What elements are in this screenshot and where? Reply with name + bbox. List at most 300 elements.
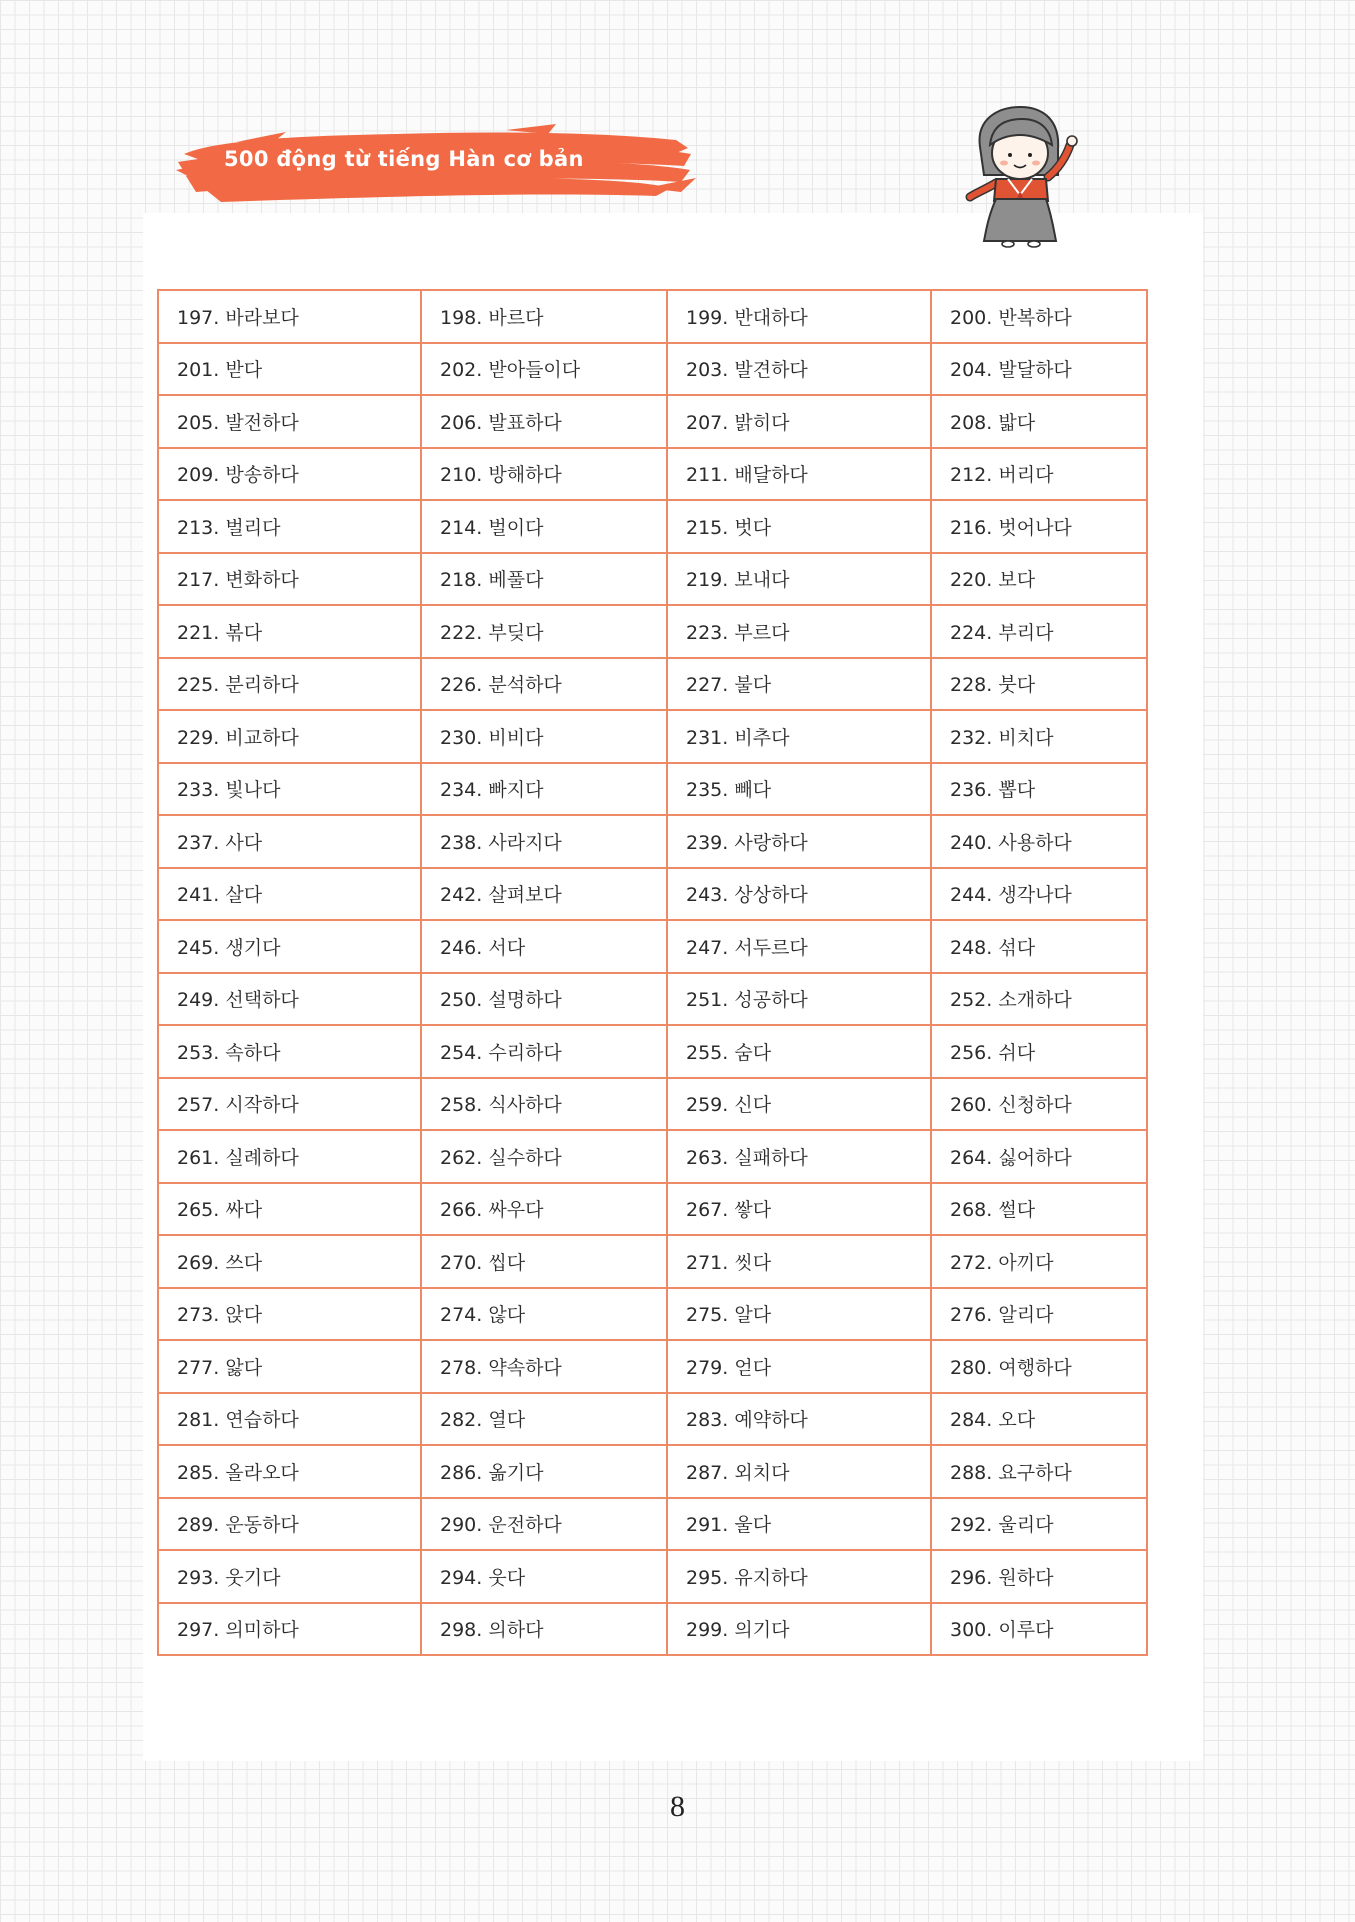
verb-word: 서두르다 [734,936,808,959]
verb-number: 257. [177,1094,220,1117]
verb-number: 220. [950,569,993,592]
verb-cell [158,1550,421,1603]
verb-cell [158,1183,421,1236]
verb-cell [158,290,421,343]
table-row [158,448,1147,501]
verb-word: 예약하다 [734,1409,808,1432]
verb-number: 252. [950,989,993,1012]
verb-number: 201. [177,359,220,382]
verb-number: 258. [440,1094,483,1117]
verb-number: 210. [440,464,483,487]
verb-number: 275. [686,1304,729,1327]
verb-number: 264. [950,1146,993,1169]
verb-number: 248. [950,936,993,959]
verb-word: 사라지다 [488,831,562,854]
verb-word: 불다 [734,674,772,697]
verb-cell [421,1183,667,1236]
verb-word: 사용하다 [998,831,1072,854]
verb-cell [931,500,1147,553]
verb-cell [158,763,421,816]
verb-word: 사다 [225,831,263,854]
verb-word: 옮기다 [488,1461,544,1484]
verb-cell [421,868,667,921]
verb-number: 277. [177,1356,220,1379]
verb-number: 299. [686,1619,729,1642]
verb-number: 205. [177,411,220,434]
verb-word: 볶다 [225,621,263,644]
verb-number: 221. [177,621,220,644]
verb-cell [931,1288,1147,1341]
verb-number: 236. [950,779,993,802]
verb-cell [421,605,667,658]
verb-number: 235. [686,779,729,802]
verb-number: 273. [177,1304,220,1327]
verb-cell [667,1445,931,1498]
table-row [158,868,1147,921]
verb-number: 255. [686,1041,729,1064]
verb-number: 259. [686,1094,729,1117]
verb-word: 받아들이다 [488,359,581,382]
verb-number: 213. [177,516,220,539]
verb-word: 싫어하다 [998,1146,1072,1169]
verb-number: 207. [686,411,729,434]
verb-word: 씹다 [488,1251,526,1274]
table-row [158,1393,1147,1446]
verb-number: 225. [177,674,220,697]
table-row [158,1183,1147,1236]
verb-cell [931,1603,1147,1656]
verb-cell [158,1340,421,1393]
verb-number: 253. [177,1041,220,1064]
verb-cell [421,1393,667,1446]
verb-cell [421,763,667,816]
verb-number: 295. [686,1566,729,1589]
verb-number: 263. [686,1146,729,1169]
verb-word: 버리다 [998,464,1054,487]
verb-word: 얻다 [734,1356,772,1379]
verb-number: 265. [177,1199,220,1222]
table-row [158,343,1147,396]
verb-number: 247. [686,936,729,959]
verb-cell [421,1340,667,1393]
table-row [158,290,1147,343]
verb-word: 알리다 [998,1304,1054,1327]
verb-cell [931,920,1147,973]
verb-word: 이루다 [998,1619,1054,1642]
verb-word: 싸우다 [488,1199,544,1222]
verb-number: 219. [686,569,729,592]
verb-word: 발전하다 [225,411,299,434]
verb-number: 197. [177,306,220,329]
verb-number: 285. [177,1461,220,1484]
verb-cell [667,658,931,711]
verb-word: 반대하다 [734,306,808,329]
verb-word: 의기다 [734,1619,790,1642]
verb-number: 244. [950,884,993,907]
verb-word: 벌이다 [488,516,544,539]
verb-word: 싸다 [225,1199,263,1222]
table-row [158,1025,1147,1078]
verb-number: 214. [440,516,483,539]
verb-word: 씻다 [734,1251,772,1274]
verb-word: 시작하다 [225,1094,299,1117]
verb-cell [931,1445,1147,1498]
verb-cell [931,605,1147,658]
verb-word: 신다 [734,1094,772,1117]
verb-cell [667,1550,931,1603]
verb-cell [931,1393,1147,1446]
verb-number: 283. [686,1409,729,1432]
verb-table [157,289,1148,1656]
verb-word: 부딪다 [488,621,544,644]
verb-word: 여행하다 [998,1356,1072,1379]
table-row [158,395,1147,448]
table-row [158,1340,1147,1393]
verb-word: 발달하다 [998,359,1072,382]
verb-number: 272. [950,1251,993,1274]
verb-number: 294. [440,1566,483,1589]
verb-cell [667,500,931,553]
verb-word: 설명하다 [488,989,562,1012]
verb-number: 200. [950,306,993,329]
verb-cell [421,1445,667,1498]
verb-word: 요구하다 [998,1461,1072,1484]
verb-number: 289. [177,1514,220,1537]
verb-word: 의하다 [488,1619,544,1642]
mascot-illustration [962,105,1087,250]
verb-cell [667,763,931,816]
table-row [158,1445,1147,1498]
verb-number: 227. [686,674,729,697]
verb-word: 썰다 [998,1199,1036,1222]
verb-cell [158,1498,421,1551]
verb-word: 벗어나다 [998,516,1072,539]
verb-number: 269. [177,1251,220,1274]
table-row [158,605,1147,658]
verb-word: 비치다 [998,726,1054,749]
verb-cell [667,343,931,396]
verb-word: 원하다 [998,1566,1054,1589]
table-row [158,1130,1147,1183]
verb-cell [421,1550,667,1603]
verb-word: 빼다 [734,779,772,802]
verb-number: 237. [177,831,220,854]
verb-cell [667,815,931,868]
verb-word: 변화하다 [225,569,299,592]
verb-word: 벗다 [734,516,772,539]
verb-word: 운전하다 [488,1514,562,1537]
verb-word: 숨다 [734,1041,772,1064]
verb-number: 297. [177,1619,220,1642]
table-row [158,1498,1147,1551]
verb-cell [931,1130,1147,1183]
verb-word: 방해하다 [488,464,562,487]
verb-cell [158,973,421,1026]
table-row [158,500,1147,553]
verb-word: 웃다 [488,1566,526,1589]
verb-number: 293. [177,1566,220,1589]
verb-cell [667,710,931,763]
verb-word: 바르다 [488,306,544,329]
verb-cell [667,605,931,658]
verb-cell [158,710,421,763]
verb-word: 방송하다 [225,464,299,487]
verb-number: 203. [686,359,729,382]
verb-number: 228. [950,674,993,697]
verb-cell [421,1603,667,1656]
table-row [158,710,1147,763]
verb-number: 291. [686,1514,729,1537]
verb-number: 231. [686,726,729,749]
verb-number: 224. [950,621,993,644]
verb-cell [667,1288,931,1341]
verb-number: 215. [686,516,729,539]
verb-word: 비추다 [734,726,790,749]
verb-number: 266. [440,1199,483,1222]
verb-number: 251. [686,989,729,1012]
verb-number: 229. [177,726,220,749]
verb-cell [421,658,667,711]
verb-number: 223. [686,621,729,644]
verb-cell [421,973,667,1026]
verb-word: 부르다 [734,621,790,644]
verb-word: 앓다 [225,1356,263,1379]
verb-number: 198. [440,306,483,329]
verb-number: 296. [950,1566,993,1589]
verb-cell [421,343,667,396]
verb-word: 수리하다 [488,1041,562,1064]
verb-number: 276. [950,1304,993,1327]
verb-cell [667,1078,931,1131]
verb-number: 216. [950,516,993,539]
verb-number: 239. [686,831,729,854]
verb-word: 실례하다 [225,1146,299,1169]
verb-number: 238. [440,831,483,854]
verb-word: 분석하다 [488,674,562,697]
verb-number: 230. [440,726,483,749]
verb-number: 284. [950,1409,993,1432]
table-row [158,1550,1147,1603]
verb-number: 226. [440,674,483,697]
verb-number: 282. [440,1409,483,1432]
verb-word: 상상하다 [734,884,808,907]
verb-cell [667,1025,931,1078]
verb-cell [931,815,1147,868]
verb-number: 279. [686,1356,729,1379]
verb-number: 208. [950,411,993,434]
verb-word: 외치다 [734,1461,790,1484]
verb-word: 서다 [488,936,526,959]
verb-word: 보내다 [734,569,790,592]
table-row [158,1235,1147,1288]
verb-number: 218. [440,569,483,592]
verb-cell [931,1235,1147,1288]
verb-word: 웃기다 [225,1566,281,1589]
title-banner [176,118,696,208]
verb-cell [667,920,931,973]
verb-cell [421,1130,667,1183]
verb-cell [421,1078,667,1131]
verb-word: 빠지다 [488,779,544,802]
verb-cell [667,448,931,501]
verb-word: 반복하다 [998,306,1072,329]
table-row [158,1078,1147,1131]
verb-word: 울리다 [998,1514,1054,1537]
verb-word: 분리하다 [225,674,299,697]
verb-number: 280. [950,1356,993,1379]
verb-word: 바라보다 [225,306,299,329]
verb-word: 올라오다 [225,1461,299,1484]
verb-word: 오다 [998,1409,1036,1432]
verb-cell [667,553,931,606]
table-row [158,553,1147,606]
verb-word: 약속하다 [488,1356,562,1379]
verb-number: 290. [440,1514,483,1537]
verb-cell [421,815,667,868]
verb-number: 217. [177,569,220,592]
verb-word: 발견하다 [734,359,808,382]
verb-cell [667,1130,931,1183]
verb-word: 부리다 [998,621,1054,644]
verb-word: 운동하다 [225,1514,299,1537]
verb-number: 243. [686,884,729,907]
verb-number: 199. [686,306,729,329]
page-number: 8 [670,1790,685,1823]
verb-word: 살펴보다 [488,884,562,907]
verb-number: 286. [440,1461,483,1484]
verb-cell [421,1498,667,1551]
verb-number: 261. [177,1146,220,1169]
verb-word: 식사하다 [488,1094,562,1117]
verb-word: 벌리다 [225,516,281,539]
verb-number: 240. [950,831,993,854]
verb-word: 비비다 [488,726,544,749]
verb-word: 밝히다 [734,411,790,434]
verb-word: 생각나다 [998,884,1072,907]
verb-cell [667,395,931,448]
verb-word: 빛나다 [225,779,281,802]
verb-word: 실패하다 [734,1146,808,1169]
verb-word: 아끼다 [998,1251,1054,1274]
verb-cell [421,290,667,343]
verb-cell [158,1603,421,1656]
verb-word: 소개하다 [998,989,1072,1012]
verb-cell [931,395,1147,448]
verb-cell [667,973,931,1026]
verb-word: 열다 [488,1409,526,1432]
table-row [158,763,1147,816]
verb-cell [158,1078,421,1131]
verb-cell [667,1340,931,1393]
verb-word: 뽑다 [998,779,1036,802]
verb-cell [158,395,421,448]
verb-number: 234. [440,779,483,802]
verb-cell [931,1340,1147,1393]
verb-word: 알다 [734,1304,772,1327]
verb-cell [158,920,421,973]
verb-word: 살다 [225,884,263,907]
verb-cell [158,1288,421,1341]
verb-word: 베풀다 [488,569,544,592]
verb-cell [931,868,1147,921]
verb-cell [931,973,1147,1026]
verb-cell [931,1550,1147,1603]
verb-cell [421,1288,667,1341]
verb-number: 249. [177,989,220,1012]
verb-word: 선택하다 [225,989,299,1012]
verb-number: 267. [686,1199,729,1222]
verb-cell [931,1183,1147,1236]
verb-cell [667,290,931,343]
verb-cell [931,343,1147,396]
table-row [158,1603,1147,1656]
verb-cell [931,710,1147,763]
verb-number: 241. [177,884,220,907]
verb-word: 신청하다 [998,1094,1072,1117]
verb-cell [158,605,421,658]
verb-cell [421,710,667,763]
verb-cell [158,658,421,711]
verb-number: 288. [950,1461,993,1484]
verb-word: 발표하다 [488,411,562,434]
verb-cell [421,553,667,606]
verb-cell [667,1183,931,1236]
verb-cell [931,290,1147,343]
verb-number: 233. [177,779,220,802]
verb-word: 의미하다 [225,1619,299,1642]
verb-cell [158,553,421,606]
verb-word: 쉬다 [998,1041,1036,1064]
verb-number: 256. [950,1041,993,1064]
verb-table-body [158,290,1147,1655]
verb-number: 204. [950,359,993,382]
verb-word: 쓰다 [225,1251,263,1274]
verb-cell [421,1025,667,1078]
verb-number: 211. [686,464,729,487]
verb-number: 206. [440,411,483,434]
verb-cell [421,500,667,553]
verb-number: 254. [440,1041,483,1064]
verb-word: 밟다 [998,411,1036,434]
verb-number: 268. [950,1199,993,1222]
verb-word: 사랑하다 [734,831,808,854]
verb-word: 앉다 [225,1304,263,1327]
verb-cell [931,763,1147,816]
verb-cell [931,448,1147,501]
verb-cell [421,920,667,973]
verb-number: 271. [686,1251,729,1274]
verb-cell [931,1078,1147,1131]
verb-cell [667,1603,931,1656]
verb-number: 245. [177,936,220,959]
verb-number: 281. [177,1409,220,1432]
verb-cell [158,1445,421,1498]
verb-word: 속하다 [225,1041,281,1064]
verb-number: 209. [177,464,220,487]
verb-word: 쌓다 [734,1199,772,1222]
verb-cell [158,343,421,396]
verb-cell [667,1498,931,1551]
verb-number: 250. [440,989,483,1012]
verb-number: 242. [440,884,483,907]
verb-number: 222. [440,621,483,644]
verb-number: 262. [440,1146,483,1169]
verb-number: 260. [950,1094,993,1117]
verb-word: 연습하다 [225,1409,299,1432]
verb-cell [158,1235,421,1288]
table-row [158,973,1147,1026]
table-row [158,1288,1147,1341]
